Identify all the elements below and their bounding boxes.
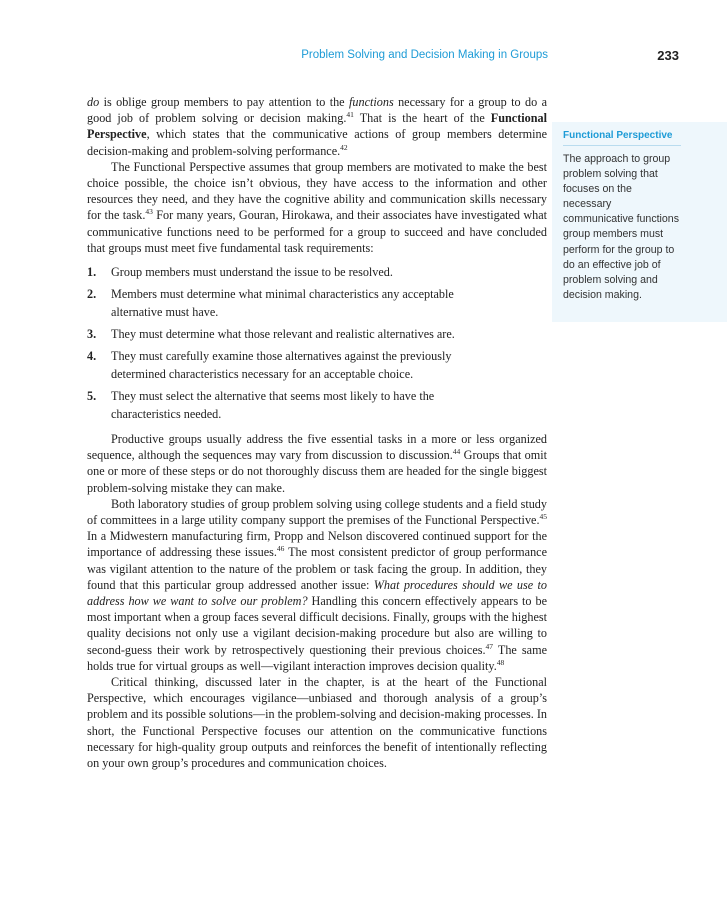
list-text: They must determine what those relevant and realistic alternatives are. <box>111 327 455 342</box>
paragraph-2: The Functional Perspective assumes that group members are motivated to make the best choice possible, the choice isn’t obvious, they have access to the information and other resources they need, and they have the cognitive ability and communication skills necessary for the task.$^{43}$ For many years, Gouran, Hirokawa, and their associates have investigated what communicative functions need to be performed for a group to succeed and have concluded that groups must meet five fundamental task requirements: <box>87 159 548 255</box>
italic-word: functions <box>349 95 394 109</box>
footnote-ref: 43 <box>145 207 153 217</box>
footnote-ref: 46 <box>276 544 285 554</box>
list-item <box>87 347 547 383</box>
main-text <box>87 94 547 771</box>
italic-word: do <box>87 95 100 109</box>
page-number: 233 <box>657 48 679 63</box>
list-item <box>87 285 547 321</box>
key-term: Functional Perspective <box>87 111 548 142</box>
footnote-ref: 44 <box>452 447 461 457</box>
glossary-definition: The approach to group problem solving that focuses on the necessary communicative functions group members must perform for the group to do an effective job of problem solving and decision making. <box>563 153 679 301</box>
list-number: 2. <box>87 287 97 302</box>
running-head: Problem Solving and Decision Making in Groups <box>301 49 548 61</box>
list-item <box>87 387 547 423</box>
list-text: Members must determine what minimal characteristics any acceptable alternative must have. <box>111 287 454 320</box>
paragraph-1: do is oblige group members to pay attention to the functions necessary for a group to do a good job of problem solving or decision making.$^{41}$ That is the heart of the Functional Perspective, which states that the communicative actions of group members determine decision-making and problem-solving performance.$^{42}$ <box>87 95 548 158</box>
list-item <box>87 263 547 281</box>
list-number: 5. <box>87 389 97 404</box>
list-number: 4. <box>87 349 97 364</box>
footnote-ref: 47 <box>485 641 494 651</box>
footnote-ref: 45 <box>539 512 547 522</box>
italic-question: What procedures should we use to address how we want to solve our problem? <box>87 577 547 609</box>
paragraph-3: Productive groups usually address the five essential tasks in a more or less organized sequence, although the sequences may vary from discussion to discussion.$^{44}$ Groups that omit one or more of these steps or do not thoroughly discuss them are headed for the single biggest problem-solving mistake they can make. <box>87 432 547 495</box>
list-text: Group members must understand the issue to be resolved. <box>111 265 393 280</box>
list-number: 1. <box>87 265 97 280</box>
paragraph-4: Both laboratory studies of group problem solving using college students and a field study of committees in a large utility company support the premises of the Functional Perspective.$^{45}$ In a Midwestern manufacturing firm, Propp and Nelson discovered continued support for the importance of addressing these issues.$^{46}$ The most consistent predictor of group performance was vigilant attention to the nature of the problem or task facing the group. In addition, they found that this particular group addressed another issue: What procedures should we use to address how we want to solve our problem? Handling this concern effectively appears to be most important when a group faces several difficult decisions. Finally, groups with the highest quality decisions not only use a vigilant decision-making procedure but also are willing to second-guess their work by retrospectively questioning their previous choices.$^{47}$ The same holds true for virtual groups as well—vigilant interaction improves decision quality.$^{48}$ <box>87 496 547 673</box>
task-requirements-list <box>87 263 547 423</box>
glossary-sidebar <box>552 122 727 322</box>
list-text: They must carefully examine those alternatives against the previously determined characteristics necessary for an acceptable choice. <box>111 349 452 382</box>
footnote-ref: 48 <box>496 657 505 667</box>
footnote-ref: 41 <box>346 110 354 120</box>
paragraph-5: Critical thinking, discussed later in the chapter, is at the heart of the Functional Perspective, which encourages vigilance—unbiased and thorough analysis of a group’s problem and its possible solutions—in the problem-solving and decision-making processes. In short, the Functional Perspective focuses our attention on the communicative functions necessary for high-quality group outputs and reinforces the benefit of intentionally reflecting on your own group’s procedures and communication choices. <box>87 675 548 771</box>
glossary-term: Functional Perspective <box>563 130 681 146</box>
list-item <box>87 325 547 343</box>
footnote-ref: 42 <box>340 142 348 152</box>
list-text: They must select the alternative that seems most likely to have the characteristics needed. <box>111 389 435 422</box>
list-number: 3. <box>87 327 97 342</box>
